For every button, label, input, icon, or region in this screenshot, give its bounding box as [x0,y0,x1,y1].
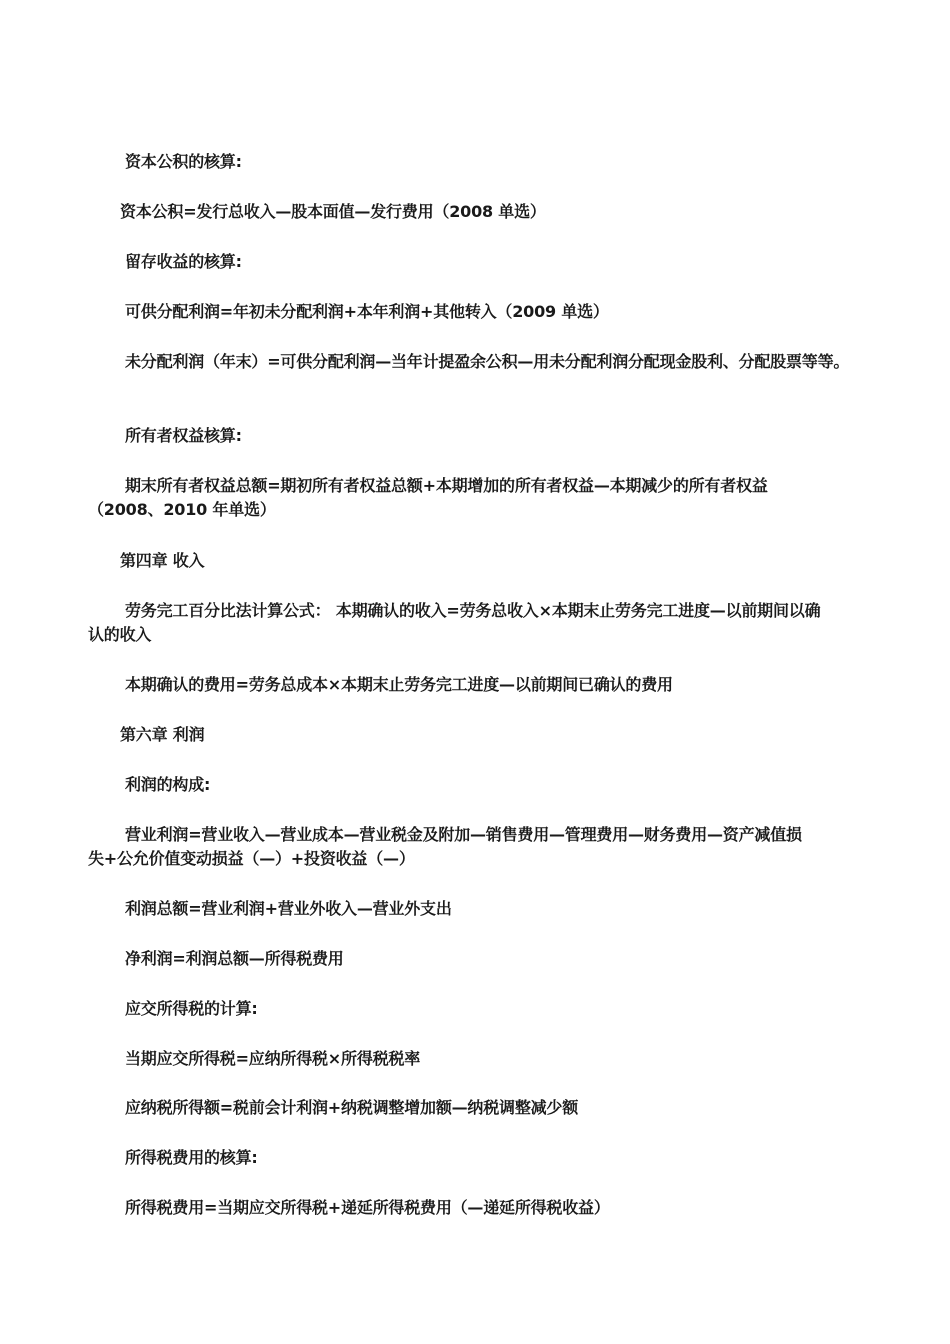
chapter-six-title: 第六章 利润 [120,725,205,744]
formula-owners-equity-line1: 期末所有者权益总额=期初所有者权益总额+本期增加的所有者权益—本期减少的所有者权益 [125,476,768,495]
formula-expense: 本期确认的费用=劳务总成本×本期末止劳务完工进度—以前期间已确认的费用 [125,675,673,694]
heading-retained-earnings: 留存收益的核算: [125,252,242,271]
formula-total-profit: 利润总额=营业利润+营业外收入—营业外支出 [125,899,452,918]
formula-undistributed-profit: 未分配利润（年末）=可供分配利润—当年计提盈余公积—用未分配利润分配现金股利、分配股票等等。 [125,352,850,371]
formula-operating-profit-line1: 营业利润=营业收入—营业成本—营业税金及附加—销售费用—管理费用—财务费用—资产减值损 [125,825,802,844]
formula-revenue-line2: 认的收入 [88,625,152,644]
formula-income-tax-payable: 当期应交所得税=应纳所得税×所得税税率 [125,1049,421,1068]
formula-capital-reserve: 资本公积=发行总收入—股本面值—发行费用（2008 单选） [120,202,546,221]
formula-distributable-profit: 可供分配利润=年初未分配利润+本年利润+其他转入（2009 单选） [125,302,609,321]
formula-taxable-income: 应纳税所得额=税前会计利润+纳税调整增加额—纳税调整减少额 [125,1098,579,1117]
chapter-four-title: 第四章 收入 [120,551,205,570]
formula-owners-equity-line2: （2008、2010 年单选） [88,500,276,519]
heading-owners-equity: 所有者权益核算: [125,426,242,445]
heading-profit-composition: 利润的构成: [125,775,211,794]
formula-income-tax-expense: 所得税费用=当期应交所得税+递延所得税费用（—递延所得税收益） [125,1198,610,1217]
formula-operating-profit-line2: 失+公允价值变动损益（—）+投资收益（—） [88,849,415,868]
heading-capital-reserve: 资本公积的核算: [125,152,242,171]
formula-net-profit: 净利润=利润总额—所得税费用 [125,949,344,968]
heading-income-tax-payable: 应交所得税的计算: [125,999,258,1018]
formula-revenue-line1: 劳务完工百分比法计算公式： 本期确认的收入=劳务总收入×本期末止劳务完工进度—以前期间以确 [125,601,821,620]
heading-income-tax-expense: 所得税费用的核算: [125,1148,258,1167]
